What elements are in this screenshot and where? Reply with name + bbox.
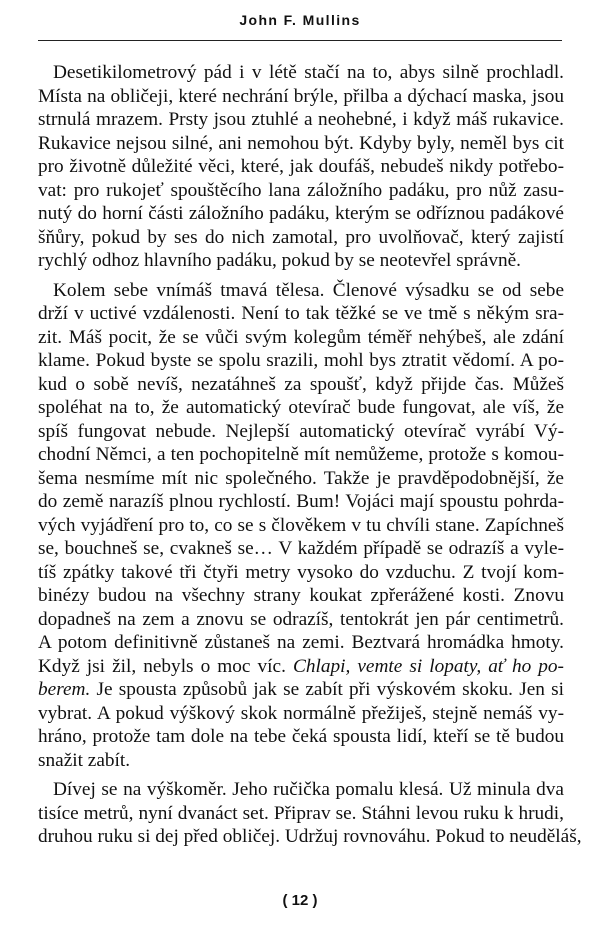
text-line: šňůry, pokud by ses do nich zamotal, pro uvolňovač, který zajistí <box>38 226 564 248</box>
text-line-mixed <box>38 678 564 702</box>
text-line: rychlý odhoz hlavního padáku, pokud by se neotevřel správně. <box>38 250 521 271</box>
italic-quote: berem. <box>38 679 91 700</box>
paragraph-3 <box>38 778 582 849</box>
text-line-mixed <box>38 655 564 679</box>
text-line: šema nesmíme mít nic společného. Takže je pravděpodobnější, že <box>38 467 564 489</box>
header-rule <box>38 40 562 41</box>
text-line: Dívej se na výškoměr. Jeho ručička pomalu klesá. Už minula dva <box>53 779 564 800</box>
text-line: kud o sobě nevíš, nezatáhneš za spoušť, když přijde čas. Můžeš <box>38 373 564 395</box>
running-header <box>0 0 600 46</box>
text-line: do země narazíš plnou rychlostí. Bum! Vojáci mají spoustu pohrda- <box>38 491 564 512</box>
text-line: Místa na obličeji, které nechrání brýle, přilba a dýchací maska, jsou <box>38 85 564 107</box>
text-line: strnulá mrazem. Prsty jsou ztuhlé a neohebné, i když máš rukavice. <box>38 109 564 130</box>
text-line: hráno, protože tam dole na tebe čeká spousta lidí, kteří se tě budou <box>38 726 564 747</box>
text-line: chodní Němci, a ten pochopitelně mít nemůžeme, protože s komou- <box>38 444 564 465</box>
paragraph-2 <box>38 279 564 773</box>
text-line: vat: pro rukojeť spouštěcího lana záložního padáku, pro nůž zasu- <box>38 179 564 201</box>
text-line: snažit zabít. <box>38 749 131 771</box>
text-line: Rukavice nejsou silné, ani nemohou být. Kdyby byly, neměl bys cit <box>38 132 564 154</box>
text-line: vých vyjádření pro to, co se s člověkem v tu chvíli stane. Zapíchneš <box>38 514 564 536</box>
page-number: ( 12 ) <box>282 892 318 909</box>
page-body <box>38 61 582 849</box>
text-line: tisíce metrů, nyní dvanáct set. Připrav se. Stáhni levou ruku k hrudi, <box>38 802 564 824</box>
text-line: klame. Pokud byste se spolu srazili, mohl bys ztratit vědomí. A po- <box>38 350 564 371</box>
text-line: Desetikilometrový pád i v létě stačí na to, abys silně prochladl. <box>53 62 564 83</box>
text-line: Kolem sebe vnímáš tmavá tělesa. Členové výsadku se od sebe <box>53 279 564 301</box>
text-span: Když jsi žil, nebyls o moc víc. <box>38 655 293 677</box>
running-header-author: John F. Mullins <box>239 12 361 28</box>
text-line: spoléhat na to, že automatický otevírač bude fungovat, ale víš, že <box>38 397 564 418</box>
text-line: tíš zpátky takové tři čtyři metry vysoko do vzduchu. Z tvojí kom- <box>38 561 564 583</box>
text-line: vybrat. A pokud výškový skok normálně přežiješ, stejně nemáš vy- <box>38 702 564 724</box>
text-line: zit. Máš pocit, že se vůči svým kolegům téměř nehýbeš, ale zdání <box>38 326 564 348</box>
italic-quote: Chlapi, vemte si lopaty, ať ho po- <box>292 655 564 677</box>
text-line: dopadneš na zem a znovu se odrazíš, tentokrát jen pár centimetrů. <box>38 608 564 630</box>
text-line: spíš fungovat nebude. Nejlepší automatický otevírač vyrábí Vý- <box>38 420 564 442</box>
text-line: nutý do horní části záložního padáku, kterým se odříznou padákové <box>38 203 564 224</box>
text-span: Je spousta způsobů jak se zabít při výskovém skoku. Jen si <box>90 679 564 700</box>
text-line: pro životně důležité věci, které, jak doufáš, nebudeš nikdy potřebo- <box>38 156 564 177</box>
text-line: A potom definitivně zůstaneš na zemi. Beztvará hromádka hmoty. <box>38 632 564 653</box>
text-line: druhou ruku si dej před obličej. Udržuj rovnováhu. Pokud to neuděláš, <box>38 826 582 847</box>
text-line: se, bouchneš se, cvakneš se… V každém případě se odrazíš a vyle- <box>38 538 564 559</box>
text-line: drží v uctivé vzdálenosti. Není to tak těžké se ve tmě s někým sra- <box>38 303 564 324</box>
text-line: binézy budou na všechny strany koukat zpřerážené kosti. Znovu <box>38 585 564 606</box>
paragraph-1 <box>38 61 564 273</box>
